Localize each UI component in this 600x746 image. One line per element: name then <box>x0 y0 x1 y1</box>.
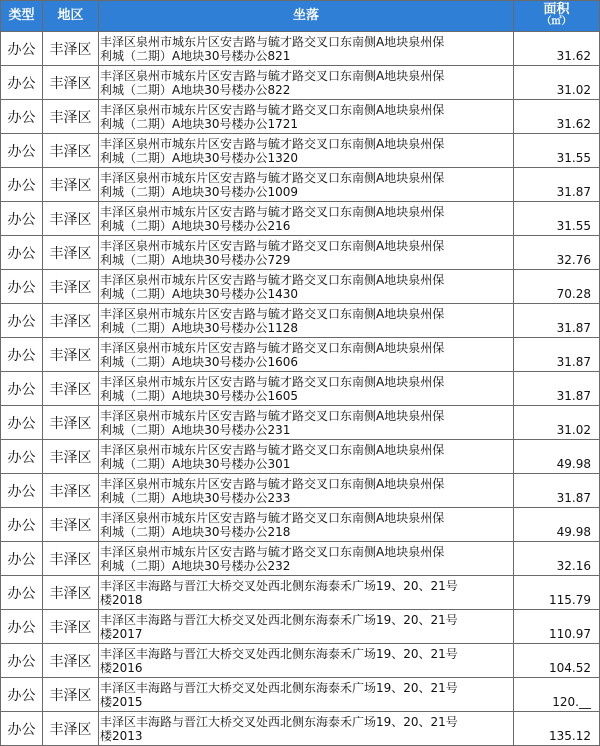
address-line-2: 利城（二期）A地块30号楼办公1320 <box>100 150 299 165</box>
cell-area: 110.97 <box>514 610 600 644</box>
cell-area: 31.55 <box>514 134 600 168</box>
table-row <box>1 338 600 372</box>
address-line-2: 利城（二期）A地块30号楼办公729 <box>100 252 291 267</box>
header-area <box>514 1 600 32</box>
cell-area: 49.98 <box>514 508 600 542</box>
cell-area: 31.02 <box>514 66 600 100</box>
address-line-1: 丰泽区泉州市城东片区安吉路与毓才路交叉口东南侧A地块泉州保 <box>100 340 445 355</box>
cell-type: 办公 <box>1 406 43 440</box>
cell-region: 丰泽区 <box>43 508 99 542</box>
cell-type: 办公 <box>1 202 43 236</box>
cell-region: 丰泽区 <box>43 644 99 678</box>
table-row <box>1 644 600 678</box>
cell-type: 办公 <box>1 610 43 644</box>
address-line-2: 楼2013 <box>100 728 143 743</box>
cell-type: 办公 <box>1 134 43 168</box>
address-line-1: 丰泽区丰海路与晋江大桥交叉处西北侧东海泰禾广场19、20、21号 <box>100 612 458 627</box>
cell-address <box>99 100 514 134</box>
cell-region: 丰泽区 <box>43 474 99 508</box>
cell-type: 办公 <box>1 576 43 610</box>
address-line-1: 丰泽区泉州市城东片区安吉路与毓才路交叉口东南侧A地块泉州保 <box>100 102 445 117</box>
cell-region: 丰泽区 <box>43 100 99 134</box>
cell-area: 104.52 <box>514 644 600 678</box>
cell-type: 办公 <box>1 66 43 100</box>
cell-region: 丰泽区 <box>43 542 99 576</box>
cell-region: 丰泽区 <box>43 338 99 372</box>
cell-area: 31.87 <box>514 338 600 372</box>
header-type: 类型 <box>1 1 43 32</box>
table-row <box>1 576 600 610</box>
cell-area: 120.__ <box>514 678 600 712</box>
cell-type: 办公 <box>1 32 43 66</box>
address-line-1: 丰泽区泉州市城东片区安吉路与毓才路交叉口东南侧A地块泉州保 <box>100 306 445 321</box>
header-area-unit: （㎡） <box>541 16 572 27</box>
address-line-2: 利城（二期）A地块30号楼办公218 <box>100 524 291 539</box>
table-row <box>1 66 600 100</box>
cell-address <box>99 338 514 372</box>
cell-address <box>99 474 514 508</box>
cell-area: 70.28 <box>514 270 600 304</box>
cell-region: 丰泽区 <box>43 372 99 406</box>
cell-type: 办公 <box>1 168 43 202</box>
table-row <box>1 270 600 304</box>
cell-type: 办公 <box>1 338 43 372</box>
table-row <box>1 678 600 712</box>
header-address: 坐落 <box>99 1 514 32</box>
cell-area: 31.87 <box>514 372 600 406</box>
cell-area: 31.87 <box>514 474 600 508</box>
table-row <box>1 100 600 134</box>
address-line-2: 利城（二期）A地块30号楼办公233 <box>100 490 291 505</box>
cell-area: 49.98 <box>514 440 600 474</box>
address-line-1: 丰泽区丰海路与晋江大桥交叉处西北侧东海泰禾广场19、20、21号 <box>100 578 458 593</box>
cell-region: 丰泽区 <box>43 32 99 66</box>
cell-region: 丰泽区 <box>43 134 99 168</box>
cell-region: 丰泽区 <box>43 440 99 474</box>
address-line-2: 利城（二期）A地块30号楼办公232 <box>100 558 291 573</box>
address-line-2: 利城（二期）A地块30号楼办公301 <box>100 456 291 471</box>
cell-area: 32.76 <box>514 236 600 270</box>
cell-type: 办公 <box>1 372 43 406</box>
address-line-1: 丰泽区泉州市城东片区安吉路与毓才路交叉口东南侧A地块泉州保 <box>100 238 445 253</box>
table-row <box>1 474 600 508</box>
cell-type: 办公 <box>1 508 43 542</box>
address-line-2: 楼2015 <box>100 694 143 709</box>
address-line-1: 丰泽区丰海路与晋江大桥交叉处西北侧东海泰禾广场19、20、21号 <box>100 714 458 729</box>
cell-region: 丰泽区 <box>43 678 99 712</box>
cell-address <box>99 236 514 270</box>
address-line-1: 丰泽区泉州市城东片区安吉路与毓才路交叉口东南侧A地块泉州保 <box>100 408 445 423</box>
address-line-2: 利城（二期）A地块30号楼办公216 <box>100 218 291 233</box>
header-area-label: 面积 <box>543 2 570 17</box>
cell-address <box>99 508 514 542</box>
cell-type: 办公 <box>1 440 43 474</box>
table-row <box>1 542 600 576</box>
cell-type: 办公 <box>1 304 43 338</box>
address-line-1: 丰泽区泉州市城东片区安吉路与毓才路交叉口东南侧A地块泉州保 <box>100 272 445 287</box>
address-line-2: 利城（二期）A地块30号楼办公1430 <box>100 286 299 301</box>
address-line-2: 利城（二期）A地块30号楼办公821 <box>100 48 291 63</box>
cell-region: 丰泽区 <box>43 236 99 270</box>
cell-area: 135.12 <box>514 712 600 746</box>
cell-region: 丰泽区 <box>43 610 99 644</box>
cell-address <box>99 712 514 746</box>
table-row <box>1 168 600 202</box>
address-line-1: 丰泽区泉州市城东片区安吉路与毓才路交叉口东南侧A地块泉州保 <box>100 204 445 219</box>
table-row <box>1 440 600 474</box>
address-line-1: 丰泽区丰海路与晋江大桥交叉处西北侧东海泰禾广场19、20、21号 <box>100 646 458 661</box>
cell-address <box>99 440 514 474</box>
address-line-1: 丰泽区泉州市城东片区安吉路与毓才路交叉口东南侧A地块泉州保 <box>100 136 445 151</box>
cell-region: 丰泽区 <box>43 712 99 746</box>
address-line-2: 利城（二期）A地块30号楼办公1721 <box>100 116 299 131</box>
cell-address <box>99 168 514 202</box>
table-row <box>1 406 600 440</box>
table-row <box>1 372 600 406</box>
cell-region: 丰泽区 <box>43 270 99 304</box>
table-row <box>1 508 600 542</box>
cell-address <box>99 32 514 66</box>
address-line-2: 利城（二期）A地块30号楼办公1606 <box>100 354 299 369</box>
table-header-row <box>1 1 600 32</box>
cell-address <box>99 644 514 678</box>
address-line-2: 楼2017 <box>100 626 143 641</box>
address-line-2: 利城（二期）A地块30号楼办公822 <box>100 82 291 97</box>
cell-area: 31.55 <box>514 202 600 236</box>
cell-area: 115.79 <box>514 576 600 610</box>
cell-area: 31.62 <box>514 32 600 66</box>
cell-region: 丰泽区 <box>43 406 99 440</box>
table-row <box>1 712 600 746</box>
header-region: 地区 <box>43 1 99 32</box>
cell-address <box>99 202 514 236</box>
address-line-2: 利城（二期）A地块30号楼办公1128 <box>100 320 299 335</box>
address-line-1: 丰泽区泉州市城东片区安吉路与毓才路交叉口东南侧A地块泉州保 <box>100 476 445 491</box>
table-row <box>1 610 600 644</box>
address-line-1: 丰泽区泉州市城东片区安吉路与毓才路交叉口东南侧A地块泉州保 <box>100 170 445 185</box>
address-line-1: 丰泽区泉州市城东片区安吉路与毓才路交叉口东南侧A地块泉州保 <box>100 442 445 457</box>
cell-type: 办公 <box>1 678 43 712</box>
cell-address <box>99 270 514 304</box>
cell-type: 办公 <box>1 236 43 270</box>
table-body <box>1 32 600 746</box>
cell-type: 办公 <box>1 270 43 304</box>
cell-region: 丰泽区 <box>43 168 99 202</box>
cell-area: 31.87 <box>514 168 600 202</box>
cell-address <box>99 372 514 406</box>
cell-address <box>99 304 514 338</box>
address-line-1: 丰泽区泉州市城东片区安吉路与毓才路交叉口东南侧A地块泉州保 <box>100 374 445 389</box>
table-row <box>1 134 600 168</box>
address-line-2: 利城（二期）A地块30号楼办公231 <box>100 422 291 437</box>
cell-type: 办公 <box>1 100 43 134</box>
table-row <box>1 202 600 236</box>
address-line-1: 丰泽区丰海路与晋江大桥交叉处西北侧东海泰禾广场19、20、21号 <box>100 680 458 695</box>
cell-address <box>99 610 514 644</box>
cell-area: 31.02 <box>514 406 600 440</box>
cell-address <box>99 542 514 576</box>
address-line-1: 丰泽区泉州市城东片区安吉路与毓才路交叉口东南侧A地块泉州保 <box>100 68 445 83</box>
cell-type: 办公 <box>1 474 43 508</box>
cell-address <box>99 406 514 440</box>
cell-type: 办公 <box>1 542 43 576</box>
cell-region: 丰泽区 <box>43 576 99 610</box>
address-line-2: 楼2018 <box>100 592 143 607</box>
table-row <box>1 32 600 66</box>
cell-area: 31.87 <box>514 304 600 338</box>
cell-region: 丰泽区 <box>43 202 99 236</box>
cell-address <box>99 576 514 610</box>
address-line-2: 楼2016 <box>100 660 143 675</box>
cell-address <box>99 678 514 712</box>
address-line-2: 利城（二期）A地块30号楼办公1009 <box>100 184 299 199</box>
cell-address <box>99 134 514 168</box>
address-line-1: 丰泽区泉州市城东片区安吉路与毓才路交叉口东南侧A地块泉州保 <box>100 544 445 559</box>
cell-area: 32.16 <box>514 542 600 576</box>
cell-area: 31.62 <box>514 100 600 134</box>
address-line-1: 丰泽区泉州市城东片区安吉路与毓才路交叉口东南侧A地块泉州保 <box>100 34 445 49</box>
cell-region: 丰泽区 <box>43 304 99 338</box>
address-line-2: 利城（二期）A地块30号楼办公1605 <box>100 388 299 403</box>
cell-address <box>99 66 514 100</box>
table-row <box>1 236 600 270</box>
address-line-1: 丰泽区泉州市城东片区安吉路与毓才路交叉口东南侧A地块泉州保 <box>100 510 445 525</box>
cell-type: 办公 <box>1 644 43 678</box>
cell-type: 办公 <box>1 712 43 746</box>
cell-region: 丰泽区 <box>43 66 99 100</box>
table-row <box>1 304 600 338</box>
